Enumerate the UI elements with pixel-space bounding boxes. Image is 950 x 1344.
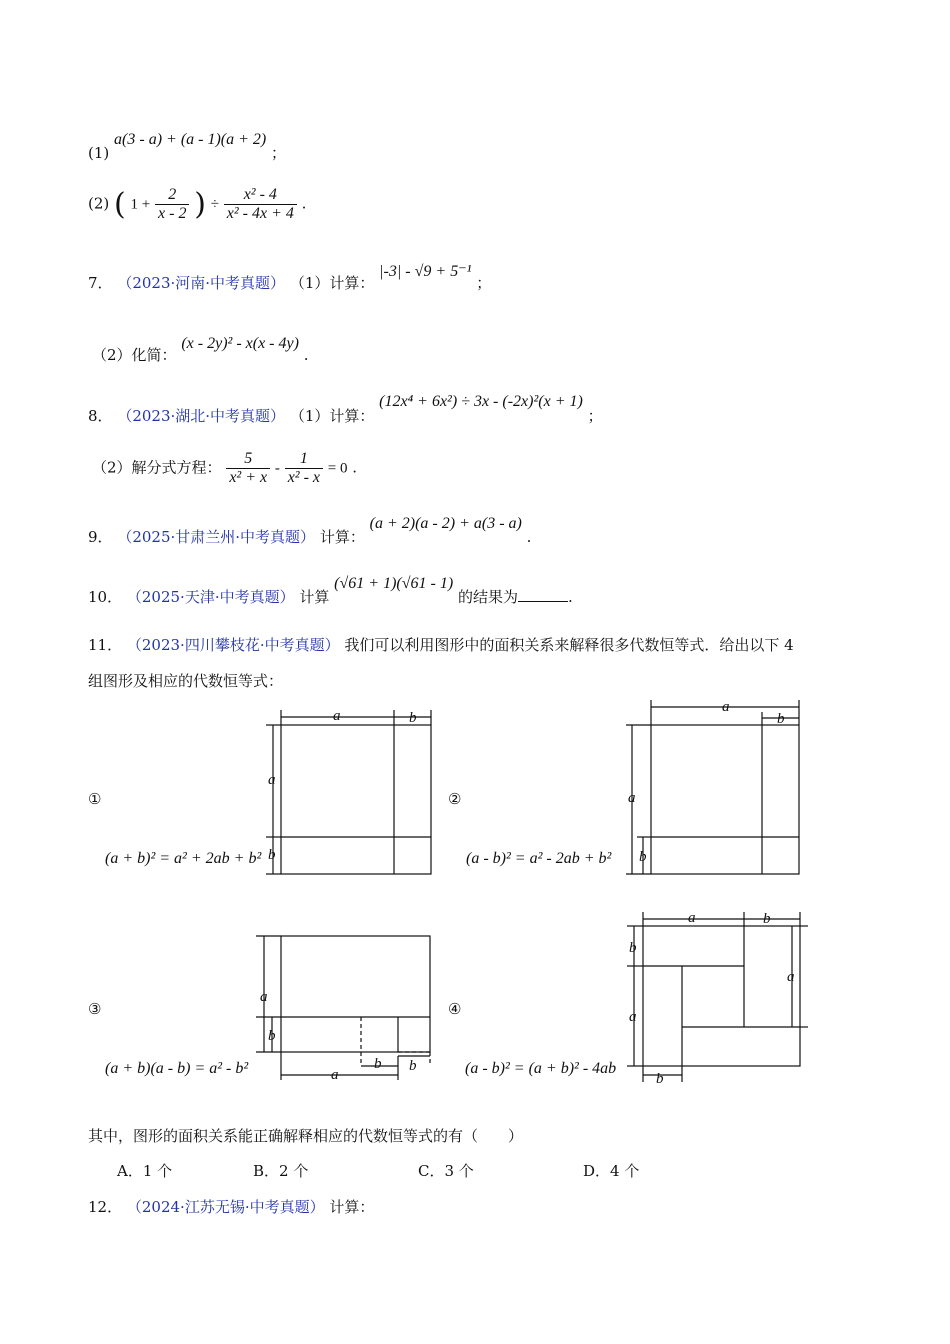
q7-part1-expression: |-3| - √9 + 5⁻¹ (379, 263, 472, 280)
figure1-label-b-top: b (409, 710, 417, 726)
q6-part2-end: . (301, 194, 307, 213)
q6-part1-end: ； (271, 144, 287, 162)
q10-source[interactable]: （2025·天津·中考真题） (126, 588, 295, 606)
q10-text2: 的结果为 (457, 588, 518, 606)
figure3-label-b-left: b (268, 1028, 276, 1044)
figure4-identity: (a - b)² = (a + b)² - 4ab (465, 1060, 617, 1077)
q8-part2-end: . (352, 458, 358, 477)
q8-source[interactable]: （2023·湖北·中考真题） (117, 407, 286, 425)
q7-part2-end: . (303, 346, 309, 364)
figure2-marker: ② (448, 790, 462, 808)
q11-text2: 组图形及相应的代数恒等式： (88, 672, 284, 690)
figure2-label-a-left: a (628, 790, 636, 806)
figure4-label-a-left: a (629, 1009, 637, 1025)
q11-option-d[interactable]: D．4 个 (583, 1162, 640, 1180)
figure2-label-a-top: a (722, 699, 730, 715)
q11-text1: 我们可以利用图形中的面积关系来解释很多代数恒等式．给出以下 4 (344, 636, 794, 654)
figure4-label-b-bottom: b (656, 1071, 664, 1087)
figure2-label-b-left: b (639, 849, 647, 865)
figure4-marker: ④ (448, 1000, 462, 1018)
q12-source[interactable]: （2024·江苏无锡·中考真题） (126, 1198, 325, 1216)
q6-part1-expression: a(3 - a) + (a - 1)(a + 2) (114, 131, 267, 148)
q9-end: . (526, 528, 532, 546)
figure2-label-b-top: b (777, 711, 785, 727)
q8-minus: - (274, 460, 280, 477)
q11-option-b[interactable]: B．2 个 (253, 1162, 309, 1180)
q9-expression: (a + 2)(a - 2) + a(3 - a) (369, 515, 522, 532)
q6-part2-fraction2: $\frac{\text{x² - 4}}{\text{x² - 4x + 4}}$ (224, 186, 297, 223)
figure3-label-a-bottom: a (331, 1067, 339, 1083)
figure1-label-a-left: a (268, 772, 276, 788)
q10-number: 10． (88, 588, 123, 606)
q10-end: . (567, 588, 573, 606)
figure4-outer-square (643, 926, 800, 1066)
q8-number: 8． (88, 407, 113, 425)
figure4-label-a-right: a (787, 969, 795, 985)
q9-text: 计算： (319, 528, 365, 546)
q8-part2-label: （2）解分式方程： (92, 458, 222, 477)
figure1-label-a-top: a (333, 708, 341, 724)
q12-line (88, 1196, 374, 1217)
q8-equals: = 0 (327, 460, 348, 477)
q7-part2-label: （2）化简： (92, 346, 177, 364)
q6-part2: (2) ( 1 + $\frac{2}{x - 2}$ ) ÷ $\frac{\text{x² - 4}}{\text{x² - 4x + 4}}$ . (88, 186, 307, 222)
q9-number: 9． (88, 528, 113, 546)
q11-option-c[interactable]: C．3 个 (418, 1162, 474, 1180)
figure3-identity: (a + b)(a - b) = a² - b² (105, 1060, 249, 1077)
figure3-label-b-bottom2: b (409, 1058, 417, 1074)
q8-part1-end: ； (587, 407, 603, 425)
q7-part1-label: （1）计算： (289, 274, 375, 292)
figure1-identity: (a + b)² = a² + 2ab + b² (105, 850, 262, 867)
figure2-identity: (a - b)² = a² - 2ab + b² (466, 850, 612, 867)
figure4-label-b-top: b (763, 911, 771, 927)
q6-part2-one: 1 + (130, 196, 151, 213)
q8-part1-expression: (12x⁴ + 6x²) ÷ 3x - (-2x)²(x + 1) (379, 393, 583, 410)
figure3-label-a-left: a (260, 989, 268, 1005)
q6-part2-divide: ÷ (210, 196, 219, 213)
q8-fraction1: $\frac{5}{\text{x² + x}}$ (226, 450, 270, 487)
q10-text: 计算 (299, 588, 330, 606)
q8-fraction2: $\frac{1}{\text{x² - x}}$ (285, 450, 323, 487)
q6-part2-fraction1: $\frac{2}{x - 2}$ (155, 186, 189, 223)
q11-question: 其中，图形的面积关系能正确解释相应的代数恒等式的有（ ） (88, 1127, 524, 1145)
q11-source[interactable]: （2023·四川攀枝花·中考真题） (126, 636, 340, 654)
q6-part1-label: (1) (88, 144, 110, 162)
figure1-label-b-left: b (268, 847, 276, 863)
q8-part1-label: （1）计算： (289, 407, 375, 425)
q7-part2-expression: (x - 2y)² - x(x - 4y) (181, 335, 299, 352)
q12-number: 12． (88, 1198, 123, 1216)
figure4-label-b-left: b (629, 940, 637, 956)
figure4-label-a-top: a (688, 910, 696, 926)
q12-text: 计算： (329, 1198, 375, 1216)
q11-number: 11． (88, 636, 123, 654)
q7-part1-end: ； (476, 274, 492, 292)
q7-number: 7． (88, 274, 113, 292)
figure3-marker: ③ (88, 1000, 102, 1018)
q6-part2-label: (2) (88, 194, 110, 213)
q9-source[interactable]: （2025·甘肃兰州·中考真题） (117, 528, 316, 546)
q7-source[interactable]: （2023·河南·中考真题） (117, 274, 286, 292)
figure1-marker: ① (88, 790, 102, 808)
figure3-label-b-bottom1: b (374, 1056, 382, 1072)
q11-option-a[interactable]: A．1 个 (117, 1162, 173, 1180)
q10-expression: (√61 + 1)(√61 - 1) (334, 575, 454, 592)
